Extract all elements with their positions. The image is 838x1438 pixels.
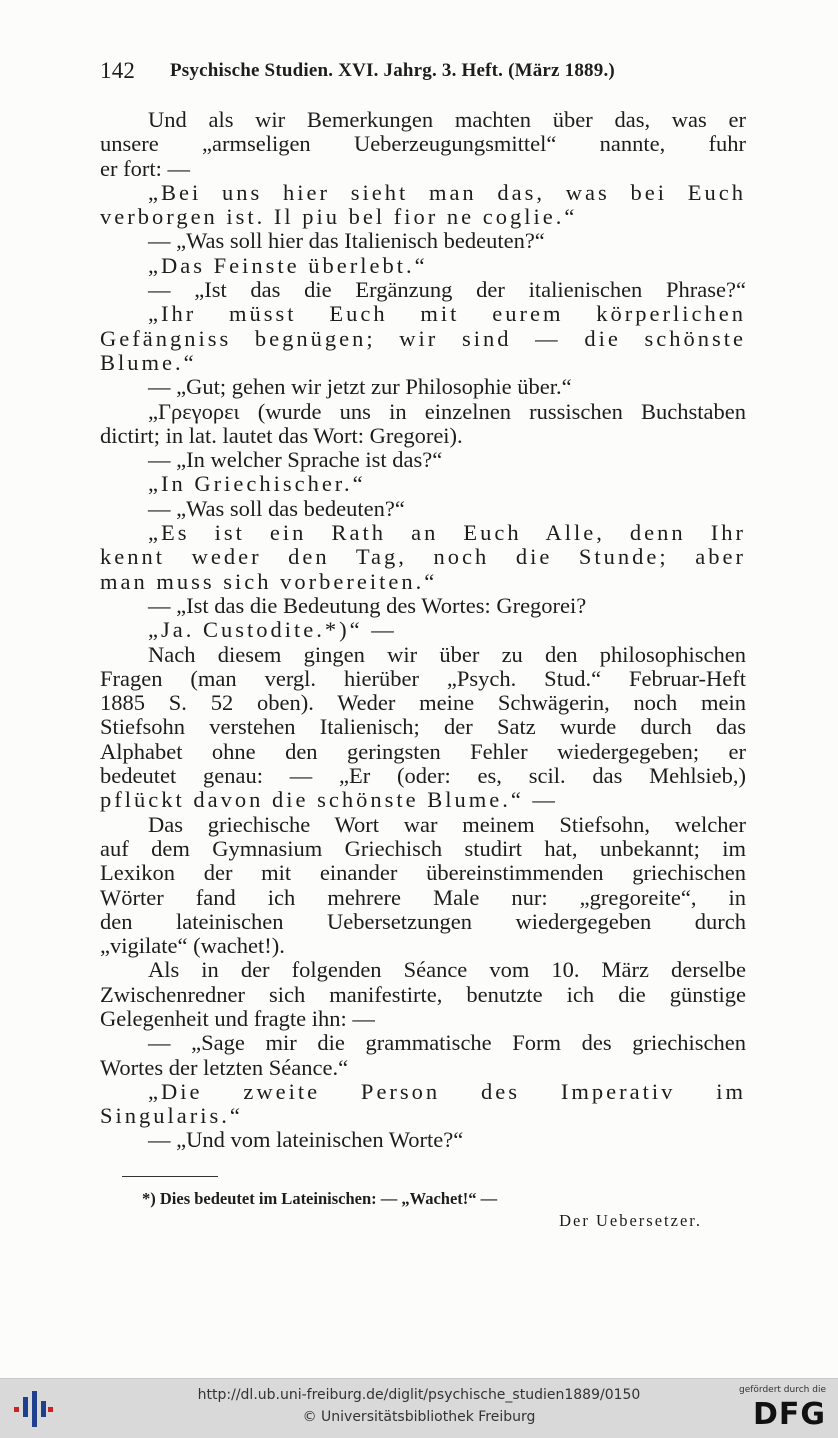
text-line: „Ja. Custodite.*)“ — (148, 617, 397, 643)
text-line: dictirt; in lat. lautet das Wort: Gregorei). (100, 422, 463, 448)
text-line: 1885 S. 52 oben). Weder meine Schwägerin, noch mein (100, 690, 746, 716)
text-line: den lateinischen Uebersetzungen wiedergegeben durch (100, 908, 746, 934)
text-line: Gefängniss begnügen; wir sind — die schönste (100, 325, 746, 351)
text-line: er fort: — (100, 155, 190, 181)
text-line: „Die zweite Person des Imperativ im (148, 1078, 746, 1104)
text-line: — „Gut; gehen wir jetzt zur Philosophie über.“ (148, 374, 572, 400)
text-line: Und als wir Bemerkungen machten über das, was er (148, 107, 746, 132)
text-line: „Ihr müsst Euch mit eurem körperlichen (148, 301, 746, 327)
permalink[interactable]: http://dl.ub.uni-freiburg.de/diglit/psychische_studien1889/0150 (197, 1387, 641, 1403)
text-line: Das griechische Wort war meinem Stiefsohn, welcher (148, 811, 746, 837)
text-line: Wortes der letzten Séance.“ (100, 1054, 349, 1080)
dfg-logo: DFG (752, 1397, 826, 1432)
footnote-rule (122, 1176, 218, 1177)
text-line: „Bei uns hier sieht man das, was bei Euch (148, 179, 746, 205)
copyright-notice: © Universitätsbibliothek Freiburg (302, 1409, 536, 1425)
footnote (142, 1188, 702, 1232)
text-line: Gelegenheit und fragte ihn: — (100, 1005, 375, 1031)
text-line: — „Ist das die Ergänzung der italienischen Phrase?“ (148, 277, 746, 303)
text-line: „Das Feinste überlebt.“ (148, 252, 428, 278)
text-line: Alphabet ohne den geringsten Fehler wiedergegeben; er (100, 738, 746, 764)
text-line: Stiefsohn verstehen Italienisch; der Satz wurde durch das (100, 714, 746, 740)
text-line: auf dem Gymnasium Griechisch studirt hat, unbekannt; im (100, 835, 746, 861)
text-line: — „In welcher Sprache ist das?“ (148, 447, 443, 473)
text-line: kennt weder den Tag, noch die Stunde; aber (100, 544, 746, 570)
footnote-attribution: Der Uebersetzer. (559, 1211, 702, 1230)
footnote-text: *) Dies bedeutet im Lateinischen: — „Wachet!“ — (142, 1189, 498, 1208)
viewer-footer (0, 1378, 838, 1438)
text-line: — „Was soll hier das Italienisch bedeuten?“ (148, 228, 545, 254)
text-line: Zwischenredner sich manifestirte, benutzte ich die günstige (100, 981, 746, 1007)
body-text (100, 108, 746, 1153)
page-header (100, 58, 750, 88)
text-line: unsere „armseligen Ueberzeugungsmittel“ nannte, fuhr (100, 131, 746, 157)
text-line: „vigilate“ (wachet!). (100, 933, 285, 959)
text-line: Als in der folgenden Séance vom 10. März derselbe (148, 957, 746, 983)
text-line: pflückt davon die schönste Blume.“ — (100, 787, 558, 813)
text-line: verborgen ist. Il piu bel fior ne coglie.“ (100, 204, 578, 230)
text-line: Blume.“ (100, 349, 197, 375)
text-line: Wörter fand ich mehrere Male nur: „gregoreite“, in (100, 884, 746, 910)
text-line: — „Sage mir die grammatische Form des griechischen (148, 1030, 746, 1056)
text-line: „Es ist ein Rath an Euch Alle, denn Ihr (148, 520, 746, 546)
text-line: Singularis.“ (100, 1103, 243, 1129)
text-line: „Γρεγορει (wurde uns in einzelnen russischen Buchstaben (148, 398, 746, 424)
text-line: — „Was soll das bedeuten?“ (148, 495, 405, 521)
text-line: Lexikon der mit einander übereinstimmenden griechischen (100, 860, 746, 886)
funding-note: gefördert durch die (739, 1385, 826, 1395)
text-line: Fragen (man vergl. hierüber „Psych. Stud.“ Februar-Heft (100, 665, 746, 691)
page-number: 142 (100, 58, 136, 83)
text-line: — „Und vom lateinischen Worte?“ (148, 1127, 464, 1153)
text-line: „In Griechischer.“ (148, 471, 366, 497)
text-line: man muss sich vorbereiten.“ (100, 568, 438, 594)
running-title: Psychische Studien. XVI. Jahrg. 3. Heft. (März 1889.) (170, 60, 615, 81)
text-line: Nach diesem gingen wir über zu den philosophischen (148, 641, 746, 667)
text-line: bedeutet genau: — „Er (oder: es, scil. das Mehlsieb,) (100, 763, 746, 789)
text-line: — „Ist das die Bedeutung des Wortes: Gregorei? (148, 592, 587, 618)
